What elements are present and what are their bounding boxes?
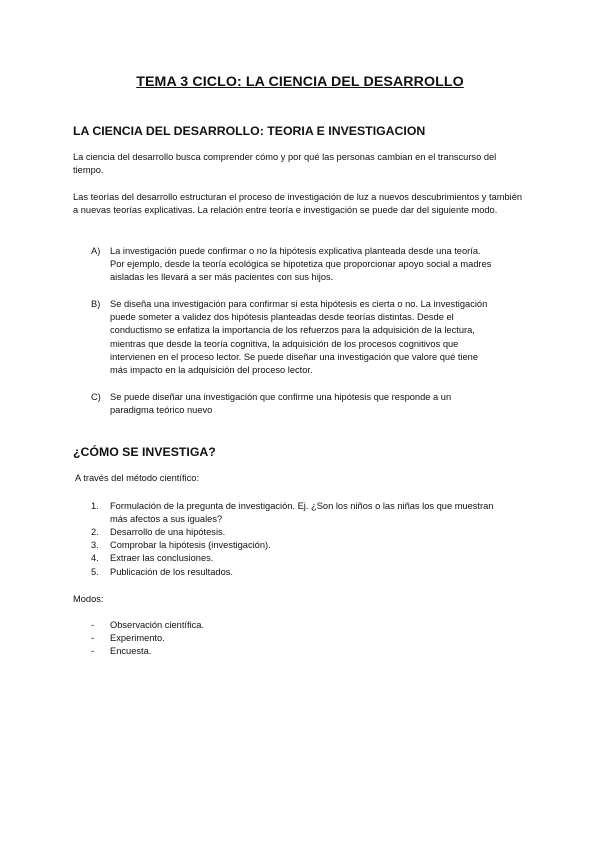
- list-item-text: Encuesta.: [110, 646, 152, 656]
- list-item-text: Se puede diseñar una investigación que confirme una hipótesis que responde a un paradigma teórico nuevo: [110, 392, 452, 416]
- list-marker: 2.: [91, 527, 99, 537]
- intro-paragraph: La ciencia del desarrollo busca comprender cómo y por qué las personas cambian en el transcurso del tiempo.: [73, 152, 497, 176]
- list-marker: C): [91, 392, 101, 402]
- list-item-text: Observación científica.: [110, 620, 205, 630]
- list-item-text: La investigación puede confirmar o no la hipótesis explicativa planteada desde una teoría. Por ejemplo, desde la teoría ecológica se hipotetiza que proporcionar apoyo social a madres aisladas les llevará a ser más pacientes con sus hijos.: [110, 246, 492, 283]
- list-item-text: Formulación de la pregunta de investigación. Ej. ¿Son los niños o las niñas los que muestran más afectos a sus iguales?: [110, 501, 494, 525]
- list-marker: 3.: [91, 540, 99, 550]
- section-heading-how: ¿CÓMO SE INVESTIGA?: [73, 445, 216, 459]
- modes-label: Modos:: [73, 594, 104, 604]
- list-marker: -: [91, 633, 95, 643]
- list-marker: 4.: [91, 553, 99, 563]
- section-heading-theory: LA CIENCIA DEL DESARROLLO: TEORIA E INVESTIGACION: [73, 124, 426, 138]
- list-item-text: Se diseña una investigación para confirmar si esta hipótesis es cierta o no. La investigación puede someter a validez dos hipótesis planteadas desde teorías distintas. Desde el conductismo se enfatiza la importancia de los refuerzos para la adquisición de la lectura, mientras que desde la teoría cognitiva, la adquisición de los procesos cognitivos que intervienen en el proceso lector. Se puede diseñar una investigación que valore qué tiene más impacto en la adquisición del proceso lector.: [110, 299, 488, 376]
- method-intro: A través del método científico:: [75, 473, 200, 483]
- list-marker: A): [91, 246, 101, 256]
- list-marker: 5.: [91, 567, 99, 577]
- page-title: TEMA 3 CICLO: LA CIENCIA DEL DESARROLLO: [136, 74, 464, 90]
- relation-paragraph: Las teorías del desarrollo estructuran el proceso de investigación de luz a nuevos descubrimientos y también a nuevas teorías explicativas. La relación entre teoría e investigación se puede dar del siguiente modo.: [73, 192, 523, 216]
- list-item-text: Extraer las conclusiones.: [110, 553, 214, 563]
- list-item-text: Comprobar la hipótesis (investigación).: [110, 540, 271, 550]
- list-marker: -: [91, 646, 95, 656]
- list-item-text: Desarrollo de una hipótesis.: [110, 527, 226, 537]
- list-item-text: Publicación de los resultados.: [110, 567, 233, 577]
- list-marker: B): [91, 299, 101, 309]
- list-marker: 1.: [91, 501, 99, 511]
- list-item-text: Experimento.: [110, 633, 165, 643]
- list-marker: -: [91, 620, 95, 630]
